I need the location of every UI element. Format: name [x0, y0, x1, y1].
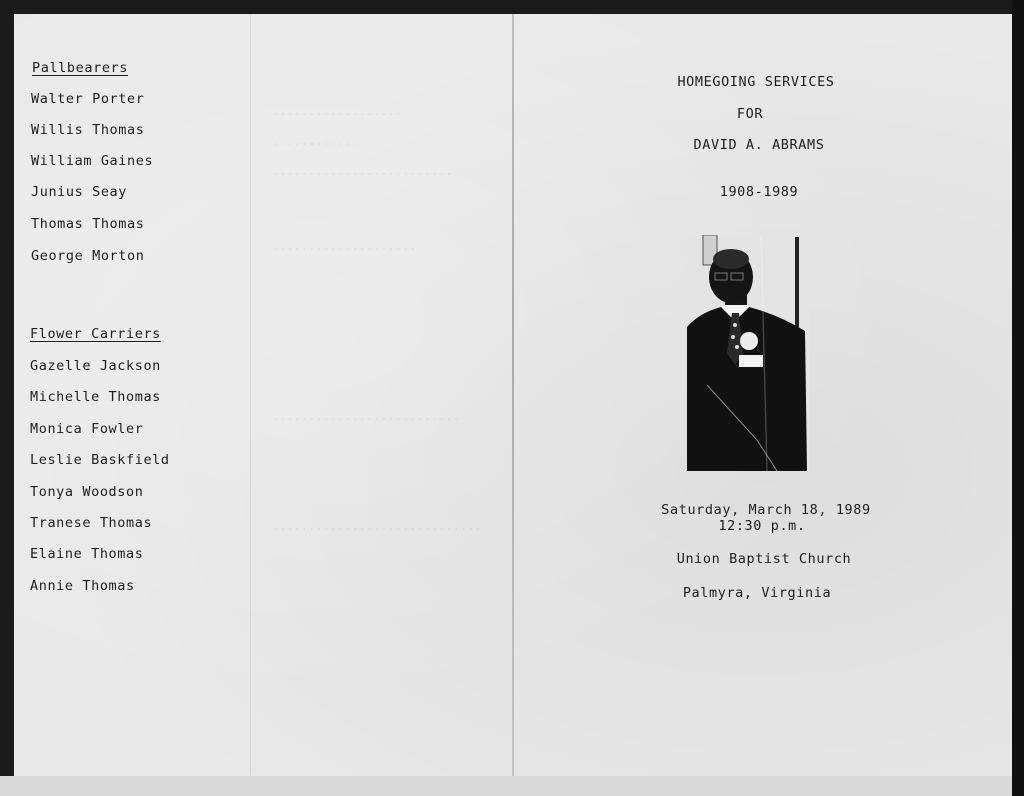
bleed-through-text: .................. — [272, 104, 403, 118]
deceased-name: DAVID A. ABRAMS — [693, 137, 825, 153]
flower-carrier-name: Monica Fowler — [30, 421, 144, 437]
bleed-through-text: ............ — [272, 134, 359, 148]
fold-shadow — [250, 14, 251, 776]
portrait-image — [687, 235, 809, 471]
pallbearer-name: Walter Porter — [31, 91, 145, 107]
bleed-through-text: ......................... — [272, 164, 453, 178]
flower-carriers-heading: Flower Carriers — [30, 326, 161, 342]
service-title-for: FOR — [736, 106, 764, 122]
life-years: 1908-1989 — [719, 184, 799, 200]
flower-carrier-name: Leslie Baskfield — [30, 452, 170, 468]
bleed-through-text: .................... — [272, 239, 417, 253]
pallbearers-heading: Pallbearers — [32, 60, 129, 76]
flower-carrier-name: Tonya Woodson — [30, 484, 144, 500]
program-sheet — [14, 14, 1012, 776]
pallbearer-name: Junius Seay — [31, 184, 128, 200]
service-date: Saturday, March 18, 1989 — [661, 502, 871, 518]
bleed-through-text: .......................... — [272, 409, 460, 423]
pallbearer-name: William Gaines — [31, 153, 154, 169]
church-location: Palmyra, Virginia — [682, 585, 832, 601]
scan-margin-bottom — [0, 776, 1024, 796]
flower-carrier-name: Gazelle Jackson — [30, 358, 161, 374]
deceased-portrait-photo — [687, 235, 809, 471]
flower-carrier-name: Elaine Thomas — [30, 546, 144, 562]
scan-margin-right — [1012, 0, 1024, 796]
flower-carrier-name: Annie Thomas — [30, 578, 135, 594]
church-name: Union Baptist Church — [676, 551, 852, 567]
pallbearer-name: George Morton — [31, 248, 145, 264]
flower-carrier-name: Michelle Thomas — [30, 389, 161, 405]
center-fold — [512, 14, 514, 776]
flower-carrier-name: Tranese Thomas — [30, 515, 153, 531]
bleed-through-text: ............................. — [272, 519, 482, 533]
pallbearer-name: Willis Thomas — [31, 122, 145, 138]
service-time: 12:30 p.m. — [718, 518, 806, 534]
pallbearer-name: Thomas Thomas — [31, 216, 145, 232]
service-title: HOMEGOING SERVICES — [677, 74, 835, 90]
